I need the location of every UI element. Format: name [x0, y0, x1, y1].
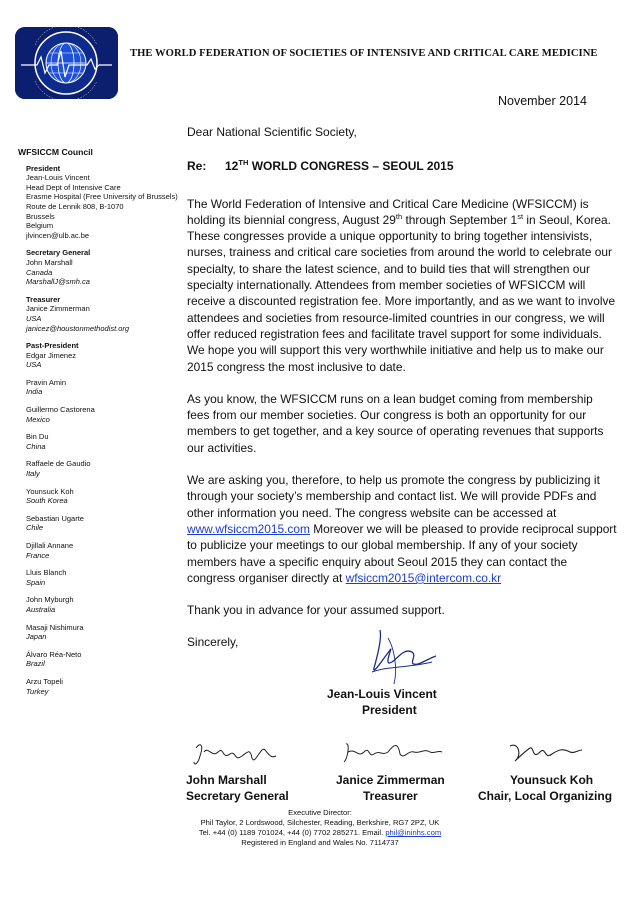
subject-label: Re: [187, 159, 207, 174]
paragraph-intro [187, 196, 617, 375]
council-sidebar [18, 148, 180, 704]
member-name: Djillali Annane [26, 541, 74, 550]
marshall-title: Secretary General [186, 789, 289, 803]
footer-heading: Executive Director: [288, 808, 352, 817]
congress-website-link[interactable]: www.wfsiccm2015.com [187, 521, 310, 536]
president-position: Head Dept of Intensive Care [26, 182, 121, 192]
paragraph-text: in Seoul, Korea. These congresses provide a unique opportunity to bring together intensivists, nurses, trainess and critical care societies from around the world to celebrate our specialty, to share the latest science, and to build ties that will strengthen our specialty internationally. Attendees from member societies of WFSICCM will receive a discounted registration fee. More importantly, and as we want to involve attendees and societies from resource-limited countries in our congress, we will offer reduced registration fees and facilitate travel support for some individuals. We hope you will support this very worthwhile initiative and help us to make our 2015 congress the most inclusive to date. [187, 212, 616, 374]
member-name: Álvaro Réa-Neto [26, 649, 82, 659]
member-name: Sebastian Ugarte [26, 513, 84, 523]
koh-signature [504, 738, 584, 766]
footer [190, 808, 450, 848]
member-name: Younsuck Koh [26, 486, 74, 496]
role-label: Treasurer [26, 294, 61, 304]
president-signature [368, 628, 438, 688]
member-name: Bin Du [26, 432, 49, 442]
subject-text [225, 158, 454, 174]
zimmerman-signature [338, 738, 446, 768]
council-member [26, 432, 180, 451]
marshall-signature [190, 738, 282, 770]
subject-line [187, 158, 617, 174]
ordinal: st [517, 211, 524, 221]
subject-number: 12 [225, 159, 239, 174]
member-name: Pravin Amin [26, 377, 67, 387]
member-email: MarshallJ@smh.ca [26, 277, 90, 287]
council-member [26, 541, 180, 560]
council-member [26, 378, 180, 397]
footer-address: Phil Taylor, 2 Lordswood, Silchester, Reading, Berkshire, RG7 2PZ, UK [200, 818, 440, 827]
member-country: Italy [26, 469, 40, 479]
member-country: Brazil [26, 659, 45, 669]
paragraph-text: through September 1 [402, 212, 518, 227]
member-name: Janice Zimmerman [26, 304, 90, 314]
footer-phone: Tel. +44 (0) 1189 701024, +44 (0) 7702 285271. Email. [198, 828, 386, 837]
member-name: John Marshall [26, 257, 73, 267]
president-email: jlvincen@ulb.ac.be [26, 230, 90, 240]
wfsiccm-logo [15, 27, 118, 99]
member-country: China [26, 441, 46, 451]
president-title: President [362, 703, 417, 717]
member-country: France [26, 550, 50, 560]
council-member [26, 650, 180, 669]
council-member [26, 568, 180, 587]
closing: Sincerely, [187, 635, 239, 650]
member-name: Raffaele de Gaudio [26, 459, 91, 469]
member-country: Japan [26, 632, 47, 642]
president-city: Brussels [26, 211, 55, 221]
salutation: Dear National Scientific Society, [187, 125, 357, 139]
member-name: Guillermo Castorena [26, 405, 95, 415]
marshall-name: John Marshall [186, 773, 267, 787]
member-name: John Myburgh [26, 595, 74, 605]
member-name: Masaji Nishimura [26, 622, 84, 632]
subject-ordinal: TH [238, 158, 249, 168]
role-label: Secretary General [26, 248, 91, 258]
council-member [26, 487, 180, 506]
koh-name: Younsuck Koh [510, 773, 594, 787]
member-country: Canada [26, 267, 53, 277]
member-country: India [26, 387, 43, 397]
council-member [26, 405, 180, 424]
council-member [26, 459, 180, 478]
organiser-email-link[interactable]: wfsiccm2015@intercom.co.kr [345, 570, 502, 585]
member-country: Chile [26, 523, 44, 533]
council-past-president [26, 341, 180, 370]
footer-email-link[interactable]: phil@ininhs.com [385, 828, 442, 837]
federation-title: THE WORLD FEDERATION OF SOCIETIES OF INTENSIVE AND CRITICAL CARE MEDICINE [130, 48, 598, 59]
council-title: WFSICCM Council [18, 147, 93, 157]
member-country: Turkey [26, 686, 49, 696]
president-name: Jean-Louis Vincent [26, 173, 90, 183]
paragraph-text: We are asking you, therefore, to help us promote the congress by publicizing it through your society’s membership and contact list. We will provide PDFs and other information you need. The congress website can be accessed at [187, 473, 600, 520]
zimmerman-title: Treasurer [363, 789, 418, 803]
council-member [26, 595, 180, 614]
member-country: Mexico [26, 414, 50, 424]
koh-title: Chair, Local Organizing [478, 789, 613, 803]
member-country: USA [26, 313, 42, 323]
member-email: janicez@houstonmethodist.org [26, 323, 130, 333]
member-country: Spain [26, 577, 46, 587]
paragraph-budget: As you know, the WFSICCM runs on a lean budget coming from membership fees from our member societies. Our congress is both an opportunity for our members to get together, and a key source of operating revenues that supports our activities. [187, 391, 604, 455]
subject-title: WORLD CONGRESS – SEOUL 2015 [248, 159, 454, 174]
president-address: Route de Lennik 808, B-1070 [26, 201, 124, 211]
council-president [26, 164, 180, 241]
president-name: Jean-Louis Vincent [327, 687, 437, 701]
president-hospital: Erasme Hospital (Free University of Brussels) [26, 192, 178, 202]
letter-date: November 2014 [498, 94, 587, 108]
letter-body [187, 124, 617, 667]
paragraph-text: Moreover we will be pleased to provide reciprocal support to publicize your meetings to our global membership. If any of your society members have a specific enquiry about Seoul 2015 they can contact the congress organiser directly at [187, 521, 617, 585]
member-country: USA [26, 360, 42, 370]
council-member [26, 677, 180, 696]
member-name: Edgar Jimenez [26, 350, 77, 360]
zimmerman-name: Janice Zimmerman [336, 773, 445, 787]
ordinal: th [395, 211, 403, 221]
paragraph-text: The World Federation of Intensive and Critical Care Medicine (WFSICCM) is holding its biennial congress, August 29 [187, 196, 589, 227]
council-member [26, 514, 180, 533]
member-name: Lluis Blanch [26, 568, 67, 578]
council-member [26, 623, 180, 642]
president-country: Belgium [26, 221, 54, 231]
council-secretary [26, 248, 180, 286]
member-name: Arzu Topeli [26, 676, 63, 686]
role-label: President [26, 163, 61, 173]
member-country: South Korea [26, 496, 68, 506]
member-country: Australia [26, 604, 56, 614]
council-treasurer [26, 295, 180, 333]
paragraph-thanks: Thank you in advance for your assumed support. [187, 603, 445, 618]
role-label: Past-President [26, 341, 79, 351]
footer-registration: Registered in England and Wales No. 7114737 [241, 838, 399, 847]
footer-contact [190, 828, 450, 838]
paragraph-request [187, 472, 617, 586]
